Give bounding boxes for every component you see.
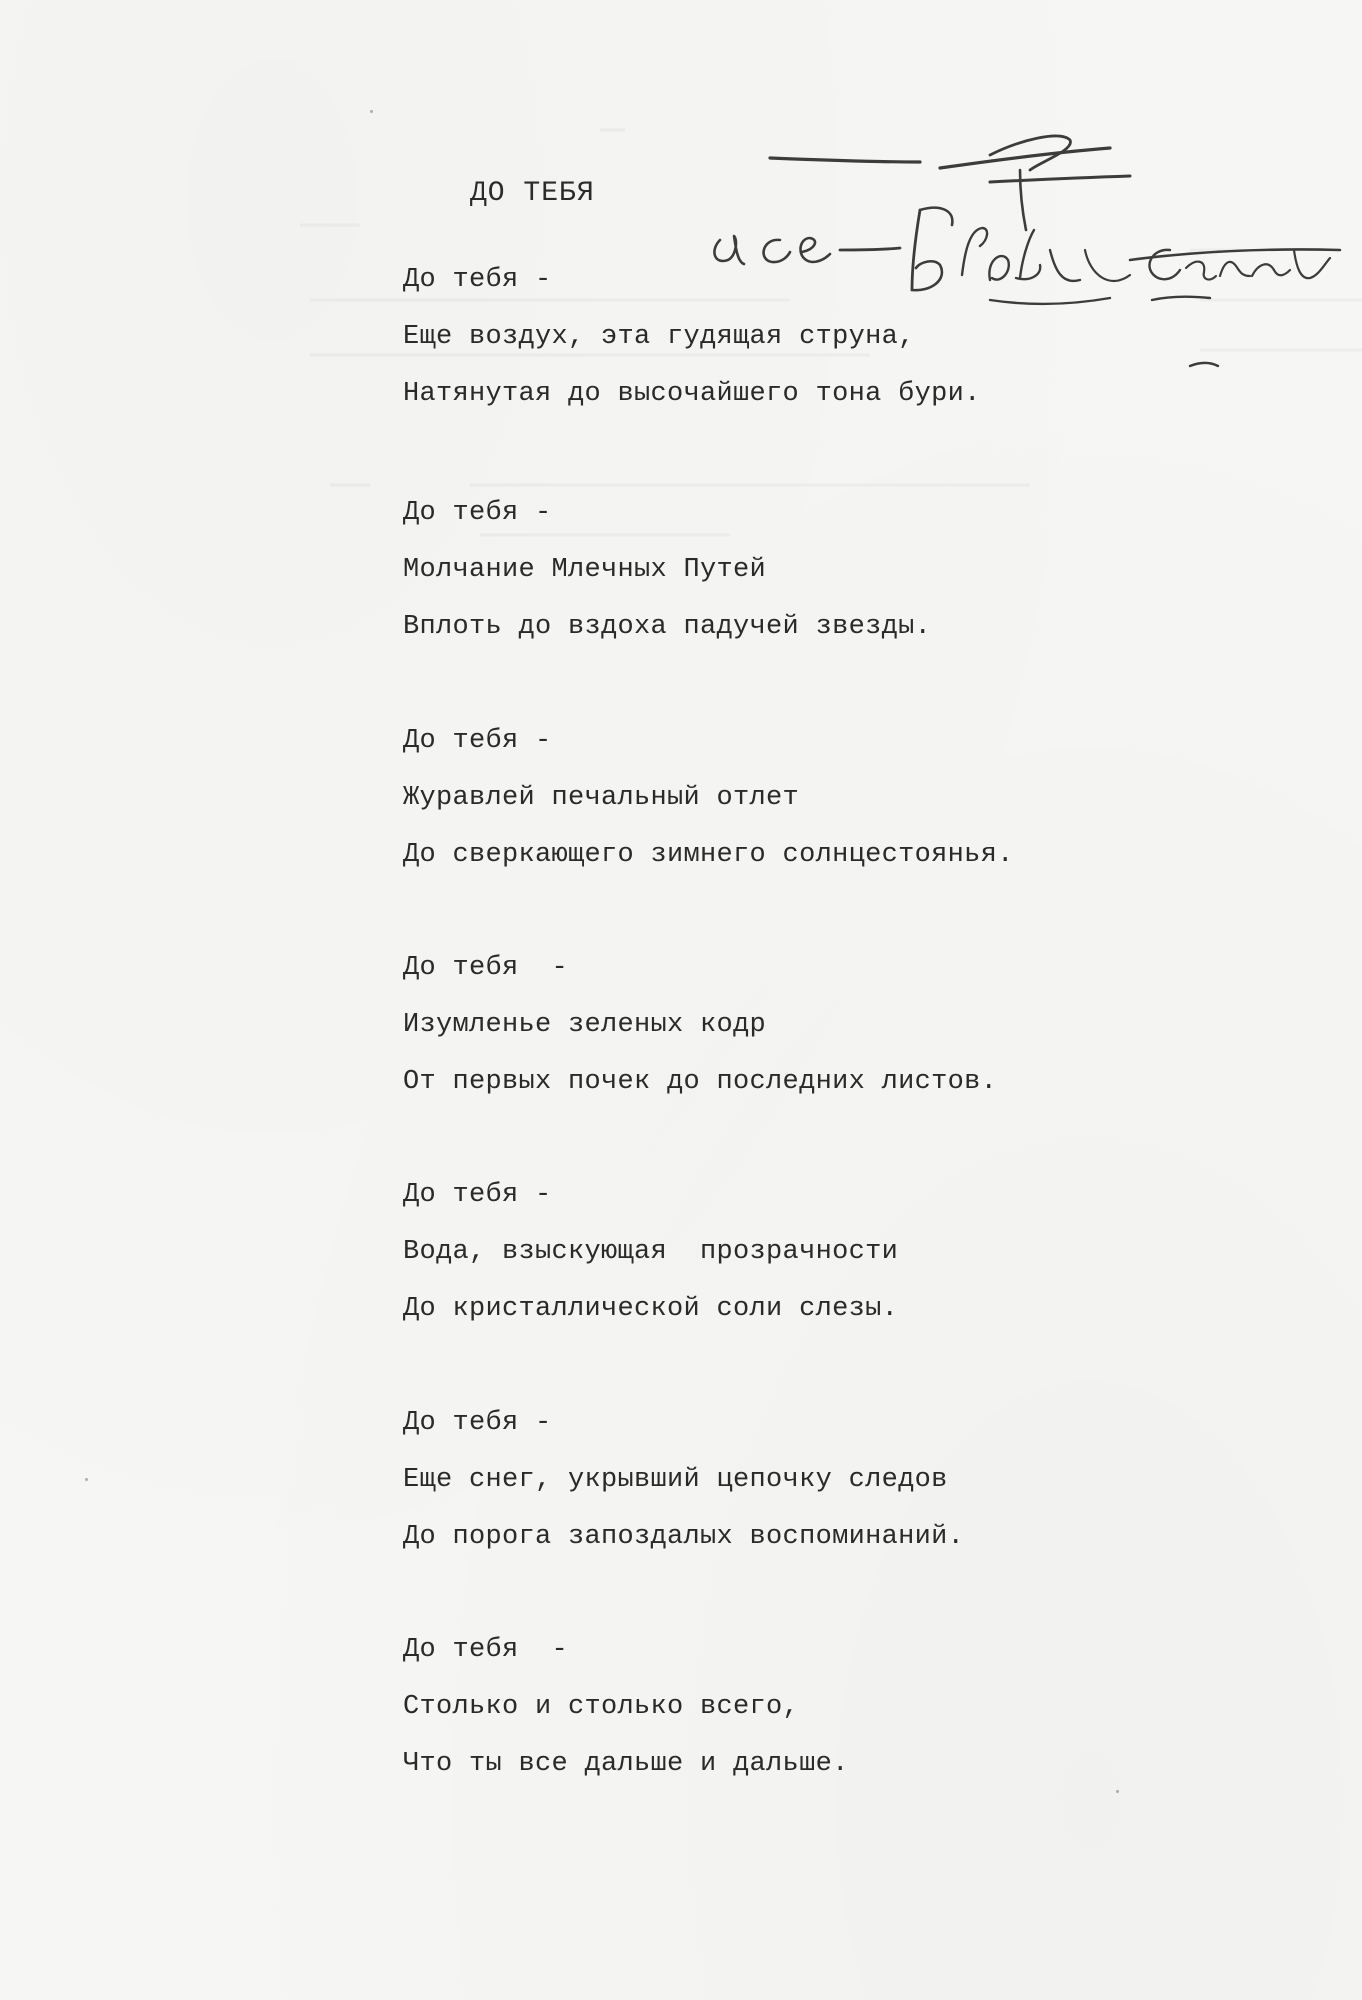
poem-line: До порога запоздалых воспоминаний. [403, 1522, 965, 1552]
stanza-4 [403, 940, 1223, 1111]
poem-line: Вода, взыскующая прозрачности [403, 1237, 899, 1267]
poem-line: До тебя - [403, 1180, 552, 1210]
paper-speck [85, 1478, 88, 1481]
poem-line: Еще воздух, эта гудящая струна, [403, 322, 915, 352]
poem-line: До тебя - [403, 726, 552, 756]
paper-speck [370, 110, 373, 113]
stanza-5 [403, 1167, 1223, 1338]
stanza-7 [403, 1622, 1223, 1793]
paper-speck [1116, 1790, 1119, 1793]
poem-line: До тебя - [403, 1408, 552, 1438]
poem-line: Еще снег, укрывший цепочку следов [403, 1465, 948, 1495]
poem-line: Молчание Млечных Путей [403, 555, 767, 585]
poem-line: До тебя - [403, 265, 552, 295]
poem-line: До тебя - [403, 953, 569, 983]
poem-line: До тебя - [403, 498, 552, 528]
poem-line: До сверкающего зимнего солнцестоянья. [403, 840, 1014, 870]
poem-title: ДО ТЕБЯ [470, 178, 595, 209]
poem-line: До тебя - [403, 1635, 569, 1665]
poem-line: Натянутая до высочайшего тона бури. [403, 379, 981, 409]
poem-line: До кристаллической соли слезы. [403, 1294, 899, 1324]
poem-line: Столько и столько всего, [403, 1692, 800, 1722]
poem-line: От первых почек до последних листов. [403, 1067, 998, 1097]
poem-line: Журавлей печальный отлет [403, 783, 800, 813]
stanza-1 [403, 252, 1223, 423]
poem-line: Изумленье зеленых кодр [403, 1010, 767, 1040]
poem-line: Вплоть до вздоха падучей звезды. [403, 612, 932, 642]
stanza-3 [403, 713, 1223, 884]
stanza-2 [403, 485, 1223, 656]
stanza-6 [403, 1395, 1223, 1566]
poem-line: Что ты все дальше и дальше. [403, 1749, 849, 1779]
